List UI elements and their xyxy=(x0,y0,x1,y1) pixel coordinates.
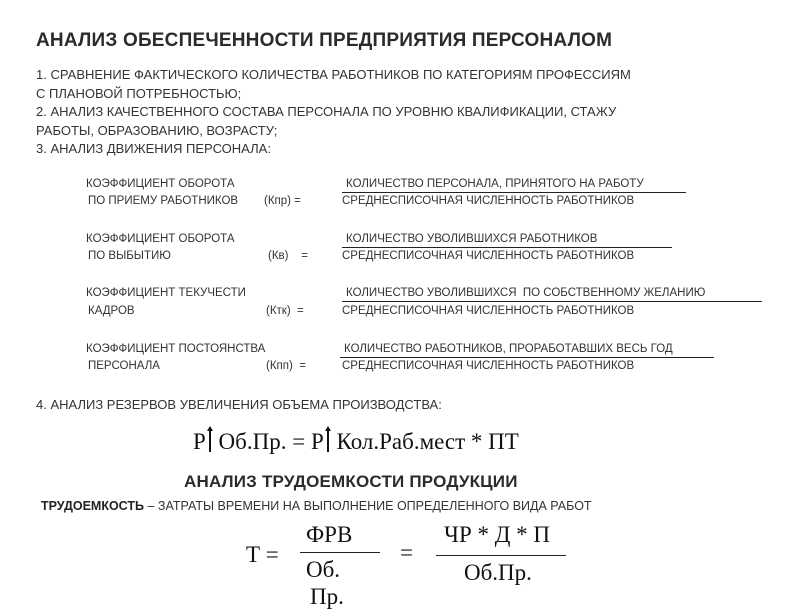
fraction-line xyxy=(342,301,762,302)
increase-arrow-icon xyxy=(209,430,211,452)
formula-left: Т = xyxy=(246,542,279,567)
formula-right: Кол.Раб.мест * ПТ xyxy=(336,429,519,454)
page-title: АНАЛИЗ ОБЕСПЕЧЕННОСТИ ПРЕДПРИЯТИЯ ПЕРСОНАЛОМ xyxy=(36,30,613,51)
fraction-denominator: СРЕДНЕСПИСОЧНАЯ ЧИСЛЕННОСТЬ РАБОТНИКОВ xyxy=(342,305,635,317)
coefficient-symbol: (Кпп) = xyxy=(266,360,306,372)
definition-text: – ЗАТРАТЫ ВРЕМЕНИ НА ВЫПОЛНЕНИЕ ОПРЕДЕЛЕННОГО ВИДА РАБОТ xyxy=(144,499,592,513)
section-title: АНАЛИЗ ТРУДОЕМКОСТИ ПРОДУКЦИИ xyxy=(184,472,518,491)
coefficient-symbol: (Кв) = xyxy=(268,250,308,262)
fraction-numerator: ФРВ xyxy=(306,522,353,547)
coefficient-name: КОЭФФИЦИЕНТ ПОСТОЯНСТВА xyxy=(86,343,266,355)
coefficient-name-cont: КАДРОВ xyxy=(88,305,135,317)
list-line: РАБОТЫ, ОБРАЗОВАНИЮ, ВОЗРАСТУ; xyxy=(36,122,278,138)
increase-arrow-icon xyxy=(327,430,329,452)
list-line: 3. АНАЛИЗ ДВИЖЕНИЯ ПЕРСОНАЛА: xyxy=(36,141,271,156)
list-line: 2. АНАЛИЗ КАЧЕСТВЕННОГО СОСТАВА ПЕРСОНАЛА ПО УРОВНЮ КВАЛИФИКАЦИИ, СТАЖУ xyxy=(36,104,617,119)
formula-symbol: Р xyxy=(193,429,206,454)
coefficient-symbol: (Кпр) = xyxy=(264,195,301,207)
fraction-denominator: СРЕДНЕСПИСОЧНАЯ ЧИСЛЕННОСТЬ РАБОТНИКОВ xyxy=(342,360,635,372)
fraction-denominator: СРЕДНЕСПИСОЧНАЯ ЧИСЛЕННОСТЬ РАБОТНИКОВ xyxy=(342,195,635,207)
formula-symbol: Р xyxy=(310,429,324,454)
coefficient-name: КОЭФФИЦИЕНТ ОБОРОТА xyxy=(86,233,235,245)
fraction-numerator: КОЛИЧЕСТВО УВОЛИВШИХСЯ ПО СОБСТВЕННОМУ ЖЕЛАНИЮ xyxy=(346,287,706,299)
definition-term: ТРУДОЕМКОСТЬ xyxy=(41,499,145,513)
coefficient-name: КОЭФФИЦИЕНТ ТЕКУЧЕСТИ xyxy=(86,287,246,299)
fraction-numerator: КОЛИЧЕСТВО РАБОТНИКОВ, ПРОРАБОТАВШИХ ВЕСЬ ГОД xyxy=(344,343,673,355)
reserve-formula xyxy=(193,427,519,455)
formula-left: Об.Пр. = xyxy=(218,429,306,454)
list-line: 1. СРАВНЕНИЕ ФАКТИЧЕСКОГО КОЛИЧЕСТВА РАБОТНИКОВ ПО КАТЕГОРИЯМ ПРОФЕССИЯМ xyxy=(36,67,631,82)
equals-sign: = xyxy=(400,540,413,565)
fraction-numerator: КОЛИЧЕСТВО ПЕРСОНАЛА, ПРИНЯТОГО НА РАБОТУ xyxy=(346,178,644,190)
fraction-line xyxy=(300,552,380,553)
fraction-line xyxy=(342,192,686,193)
coefficient-name-cont: ПЕРСОНАЛА xyxy=(88,360,160,372)
fraction-line xyxy=(436,555,566,556)
fraction-denominator-cont: Пр. xyxy=(310,584,344,609)
coefficient-symbol: (Ктк) = xyxy=(266,305,304,317)
analysis-list xyxy=(36,66,631,159)
coefficient-name-cont: ПО ПРИЕМУ РАБОТНИКОВ xyxy=(88,195,239,207)
fraction-numerator: КОЛИЧЕСТВО УВОЛИВШИХСЯ РАБОТНИКОВ xyxy=(346,233,598,245)
fraction-numerator: ЧР * Д * П xyxy=(444,522,551,547)
coefficient-name: КОЭФФИЦИЕНТ ОБОРОТА xyxy=(86,178,235,190)
fraction-denominator: Об.Пр. xyxy=(464,560,532,585)
coefficient-name-cont: ПО ВЫБЫТИЮ xyxy=(88,250,171,262)
fraction-denominator: Об. xyxy=(306,557,341,582)
fraction-denominator: СРЕДНЕСПИСОЧНАЯ ЧИСЛЕННОСТЬ РАБОТНИКОВ xyxy=(342,250,635,262)
item-4: 4. АНАЛИЗ РЕЗЕРВОВ УВЕЛИЧЕНИЯ ОБЪЕМА ПРОИЗВОДСТВА: xyxy=(36,397,442,412)
fraction-line xyxy=(342,247,672,248)
list-line: С ПЛАНОВОЙ ПОТРЕБНОСТЬЮ; xyxy=(36,85,242,101)
fraction-line xyxy=(340,357,714,358)
labor-intensity-definition xyxy=(41,499,592,513)
